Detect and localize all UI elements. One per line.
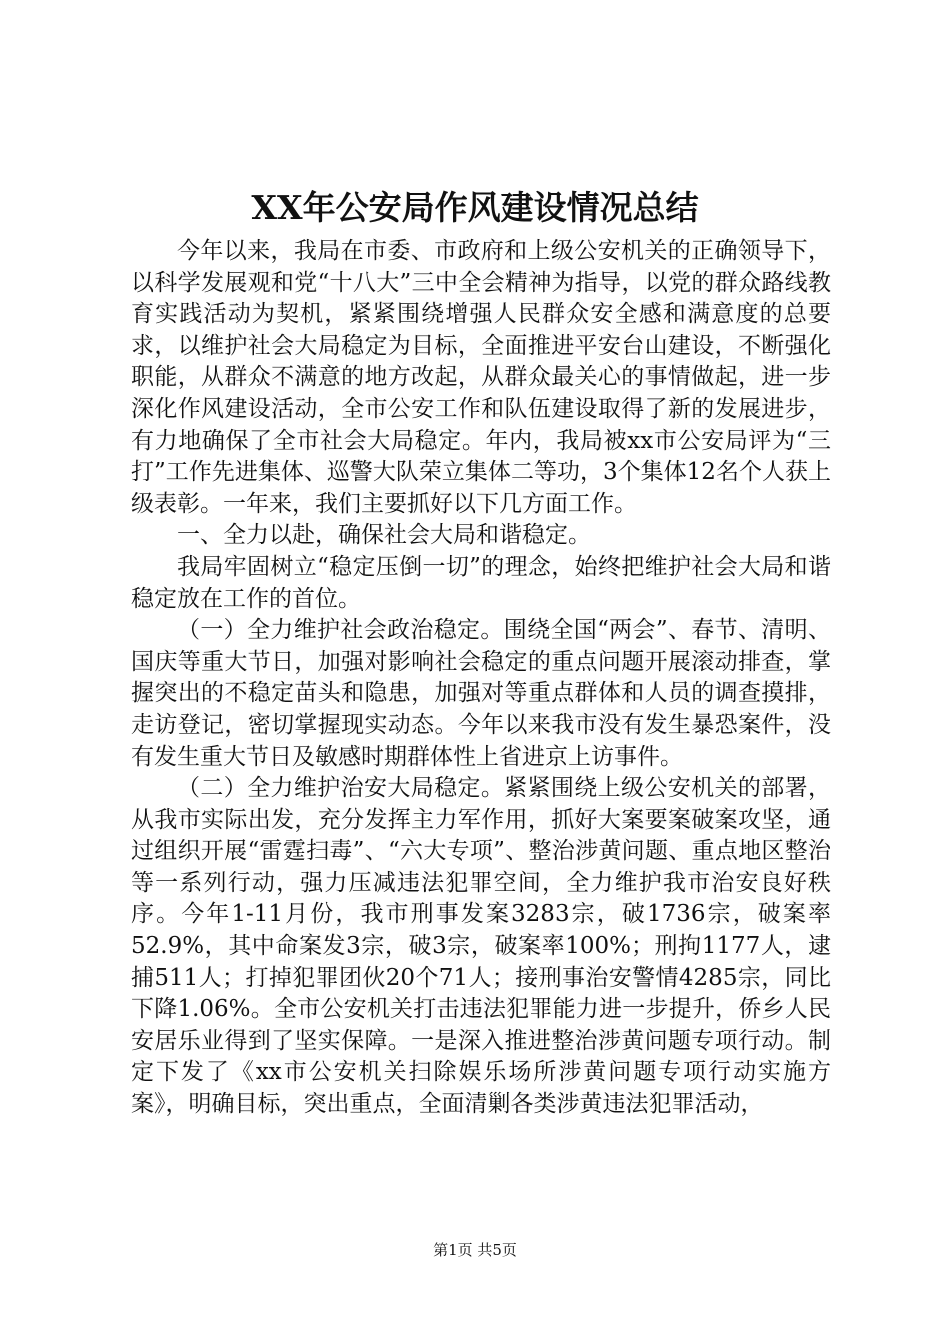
document-body <box>131 236 831 1121</box>
page-footer: 第1页 共5页 <box>433 1241 517 1259</box>
paragraph-public-order: （二）全力维护治安大局稳定。紧紧围绕上级公安机关的部署，从我市实际出发，充分发挥主力军作用，抓好大案要案破案攻坚，通过组织开展“雷霆扫毒”、“六大专项”、整治涉黄问题、重点地区整治等一系列行动，强力压减违法犯罪空间，全力维护我市治安良好秩序。今年1-11月份，我市刑事发案3283宗，破1736宗，破案率52.9%，其中命案发3宗，破3宗，破案率100%；刑拘1177人，逮捕511人；打掉犯罪团伙20个71人；接刑事治安警情4285宗，同比下降1.06%。全市公安机关打击违法犯罪能力进一步提升，侨乡人民安居乐业得到了坚实保障。一是深入推进整治涉黄问题专项行动。制定下发了《xx市公安机关扫除娱乐场所涉黄问题专项行动实施方案》，明确目标，突出重点，全面清剿各类涉黄违法犯罪活动， <box>131 775 831 1118</box>
document-title: XX年公安局作风建设情况总结 <box>251 188 699 227</box>
paragraph-political-stability: （一）全力维护社会政治稳定。围绕全国“两会”、春节、清明、国庆等重大节日，加强对影响社会稳定的重点问题开展滚动排查，掌握突出的不稳定苗头和隐患，加强对等重点群体和人员的调查摸排，走访登记，密切掌握现实动态。今年以来我市没有发生暴恐案件，没有发生重大节日及敏感时期群体性上省进京上访事件。 <box>131 617 831 770</box>
paragraph-stability-principle: 我局牢固树立“稳定压倒一切”的理念，始终把维护社会大局和谐稳定放在工作的首位。 <box>131 553 831 612</box>
paragraph-intro: 今年以来，我局在市委、市政府和上级公安机关的正确领导下，以科学发展观和党“十八大”三中全会精神为指导，以党的群众路线教育实践活动为契机，紧紧围绕增强人民群众安全感和满意度的总要求，以维护社会大局稳定为目标，全面推进平安台山建设，不断强化职能，从群众不满意的地方改起，从群众最关心的事情做起，进一步深化作风建设活动，全市公安工作和队伍建设取得了新的发展进步，有力地确保了全市社会大局稳定。年内，我局被xx市公安局评为“三打”工作先进集体、巡警大队荣立集体二等功，3个集体12名个人获上级表彰。一年来，我们主要抓好以下几方面工作。 <box>131 238 831 517</box>
section-heading-1: 一、全力以赴，确保社会大局和谐稳定。 <box>177 522 591 549</box>
